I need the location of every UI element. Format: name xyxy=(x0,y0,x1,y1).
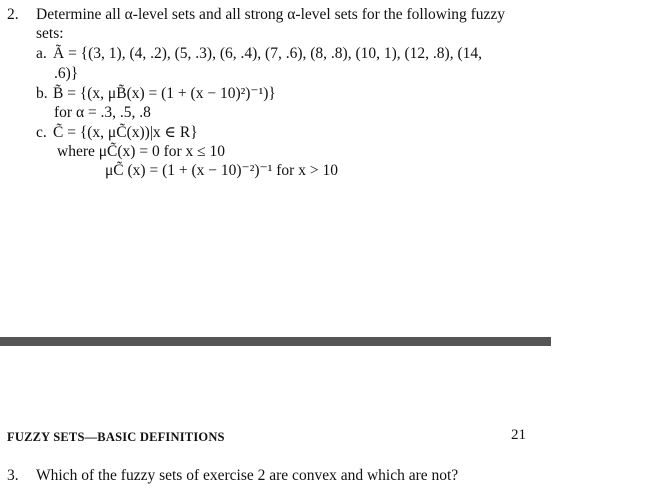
running-head: FUZZY SETS—BASIC DEFINITIONS xyxy=(7,430,225,444)
part-a-label: a. xyxy=(36,45,47,62)
problem-3 xyxy=(7,467,458,485)
part-b-alpha-values: for α = .3, .5, .8 xyxy=(54,104,151,121)
part-b-label: b. xyxy=(36,85,48,102)
part-b-definition: B̃ = {(x, μB̃(x) = (1 + (x − 10)²)⁻¹)} xyxy=(53,85,276,102)
part-c-line-1 xyxy=(36,124,198,142)
part-a-line-1 xyxy=(36,45,482,63)
problem-2-number: 2. xyxy=(7,6,19,23)
part-a-definition: Ã = {(3, 1), (4, .2), (5, .3), (6, .4), (7, .6), (8, .8), (10, 1), (12, .8), (14, xyxy=(53,45,482,62)
part-c-label: c. xyxy=(36,124,47,141)
part-a-line-2: .6)} xyxy=(54,65,79,82)
part-c-membership-formula: μC̃ (x) = (1 + (x − 10)⁻²)⁻¹ for x > 10 xyxy=(105,162,338,179)
page-divider-bar xyxy=(0,337,551,346)
page-number: 21 xyxy=(511,427,526,443)
problem-2-prompt-line-1 xyxy=(7,6,505,24)
part-b-line-1 xyxy=(36,85,276,103)
problem-3-number: 3. xyxy=(7,467,19,484)
problem-2-prompt-text: Determine all α-level sets and all strong α-level sets for the following fuzzy xyxy=(36,6,506,23)
part-c-definition: C̃ = {(x, μC̃(x))|x ∈ R} xyxy=(53,124,198,141)
problem-2-prompt-line-2: sets: xyxy=(36,25,64,42)
part-c-where-clause: where μC̃(x) = 0 for x ≤ 10 xyxy=(57,143,226,160)
problem-3-prompt: Which of the fuzzy sets of exercise 2 are convex and which are not? xyxy=(36,467,459,484)
